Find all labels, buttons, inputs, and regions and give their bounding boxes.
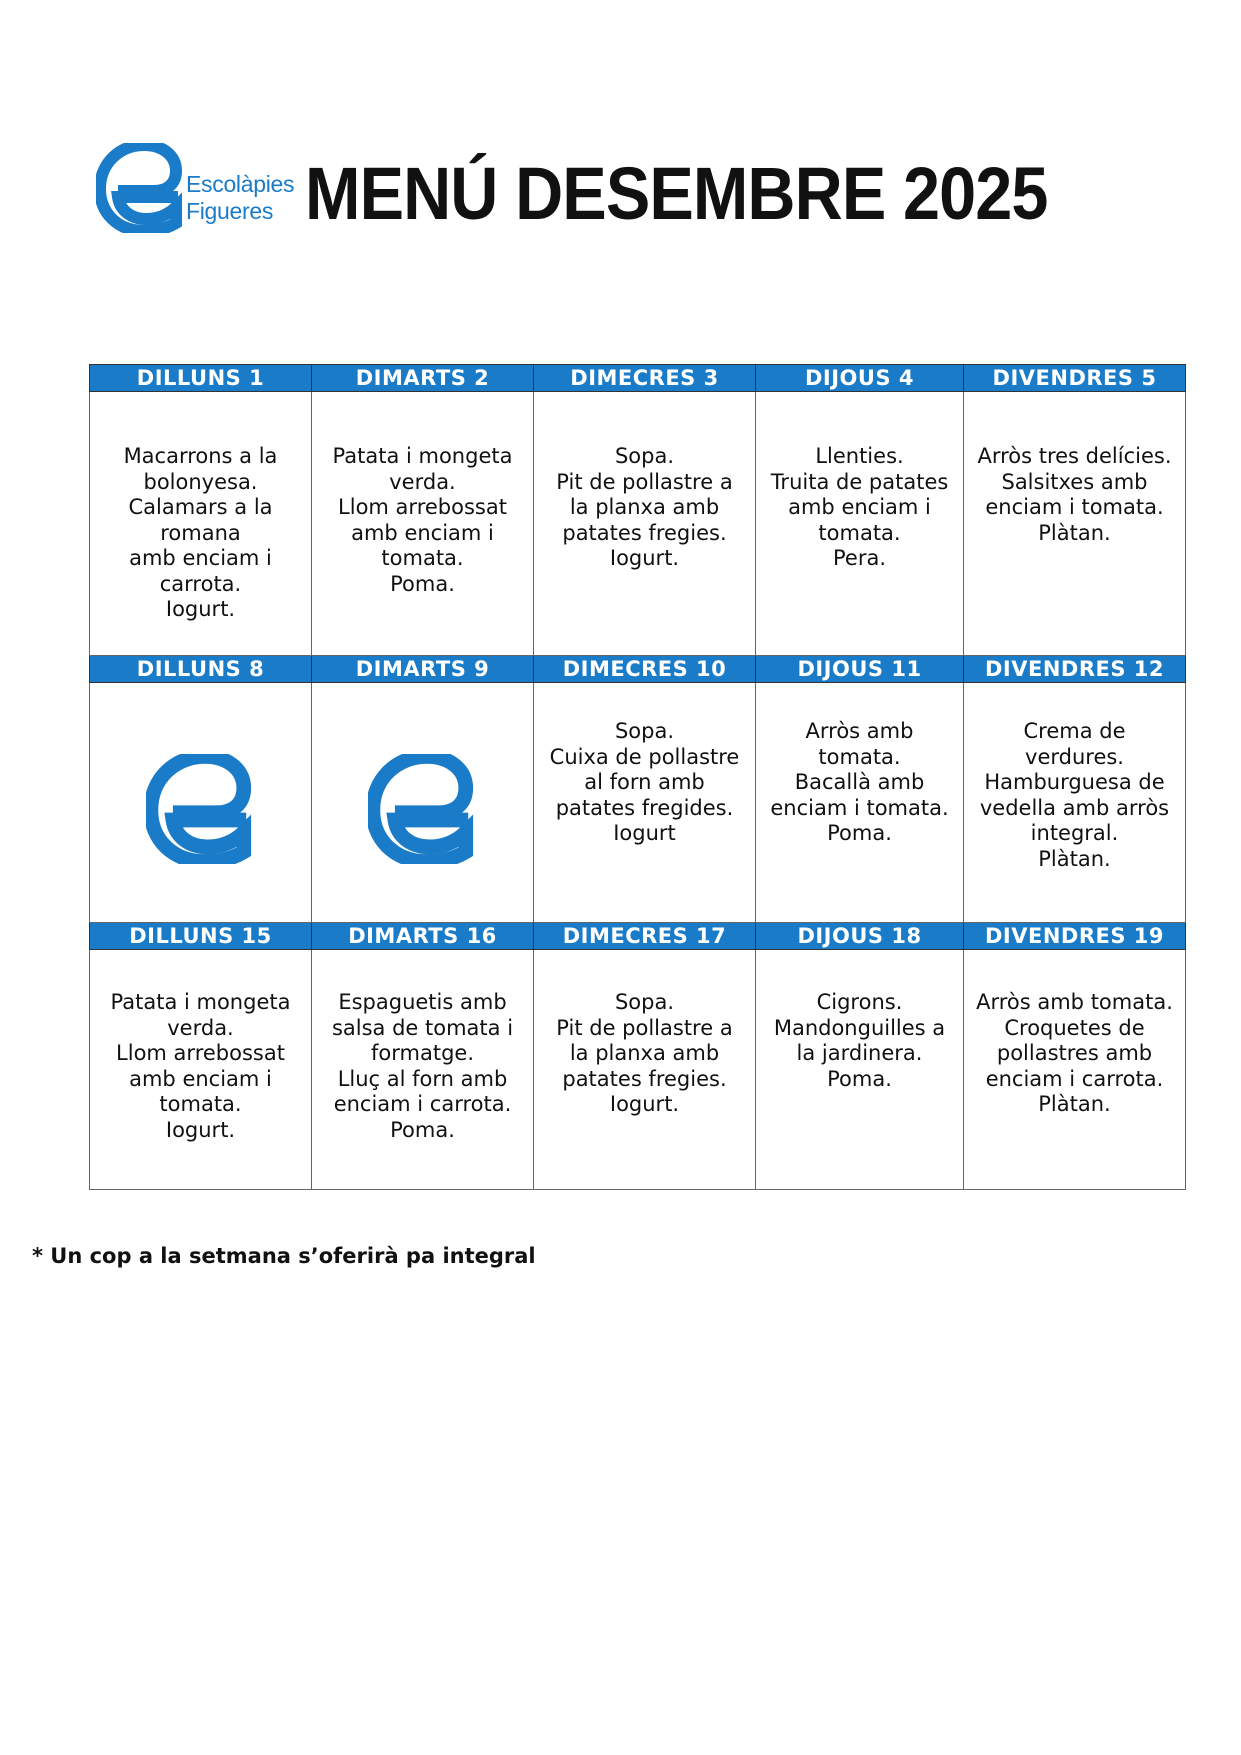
logo-name-line1: Escolàpies xyxy=(186,171,295,197)
day-header: DIJOUS 4 xyxy=(756,365,964,392)
week-menu-row xyxy=(90,683,1186,923)
menu-text: Sopa. Cuixa de pollastre al forn amb patates fregides. Iogurt xyxy=(549,719,740,845)
week-header-row xyxy=(90,365,1186,392)
menu-cell xyxy=(534,683,756,923)
week-header-row xyxy=(90,656,1186,683)
menu-calendar xyxy=(89,364,1186,1190)
week-header-row xyxy=(90,923,1186,950)
menu-cell xyxy=(964,950,1186,1190)
menu-cell xyxy=(534,392,756,656)
menu-cell-holiday xyxy=(90,683,312,923)
escolapies-logo-icon xyxy=(146,754,256,864)
menu-cell xyxy=(534,950,756,1190)
menu-cell xyxy=(312,392,534,656)
menu-text: Llenties. Truita de patates amb enciam i tomata. Pera. xyxy=(770,444,949,570)
week-menu-row xyxy=(90,950,1186,1190)
day-header: DIMARTS 9 xyxy=(312,656,534,683)
logo-name-line2: Figueres xyxy=(186,198,274,224)
menu-cell xyxy=(90,950,312,1190)
menu-text: Arròs amb tomata. Bacallà amb enciam i tomata. Poma. xyxy=(770,719,949,845)
menu-cell xyxy=(90,392,312,656)
footer-note: * Un cop a la setmana s’oferirà pa integral xyxy=(32,1244,536,1268)
day-header: DIMECRES 10 xyxy=(534,656,756,683)
menu-text: Macarrons a la bolonyesa. Calamars a la romana amb enciam i carrota. Iogurt. xyxy=(123,444,278,621)
menu-text: Patata i mongeta verda. Llom arrebossat amb enciam i tomata. Poma. xyxy=(332,444,513,596)
day-header: DIMARTS 2 xyxy=(312,365,534,392)
day-header: DIMECRES 17 xyxy=(534,923,756,950)
menu-text: Crema de verdures. Hamburguesa de vedella amb arròs integral. Plàtan. xyxy=(979,719,1170,871)
menu-text: Arròs amb tomata. Croquetes de pollastres amb enciam i carrota. Plàtan. xyxy=(976,990,1173,1116)
menu-cell xyxy=(312,950,534,1190)
menu-cell xyxy=(964,683,1186,923)
menu-cell xyxy=(964,392,1186,656)
day-header: DILLUNS 1 xyxy=(90,365,312,392)
menu-cell xyxy=(756,683,964,923)
menu-text: Espaguetis amb salsa de tomata i formatge. Lluç al forn amb enciam i carrota. Poma. xyxy=(331,990,514,1142)
day-header: DIVENDRES 19 xyxy=(964,923,1186,950)
day-header: DIVENDRES 5 xyxy=(964,365,1186,392)
page-header xyxy=(0,0,1241,260)
day-header: DIMECRES 3 xyxy=(534,365,756,392)
day-header: DILLUNS 8 xyxy=(90,656,312,683)
day-header: DIJOUS 18 xyxy=(756,923,964,950)
page-title: MENÚ DESEMBRE 2025 xyxy=(305,152,1048,235)
menu-text: Sopa. Pit de pollastre a la planxa amb patates fregies. Iogurt. xyxy=(556,444,733,570)
menu-text: Sopa. Pit de pollastre a la planxa amb patates fregies. Iogurt. xyxy=(556,990,733,1116)
escolapies-logo xyxy=(96,143,296,233)
menu-cell xyxy=(756,950,964,1190)
day-header: DILLUNS 15 xyxy=(90,923,312,950)
escolapies-logo-icon xyxy=(368,754,478,864)
menu-cell-holiday xyxy=(312,683,534,923)
menu-text: Arròs tres delícies. Salsitxes amb enciam i tomata. Plàtan. xyxy=(977,444,1172,545)
week-menu-row xyxy=(90,392,1186,656)
day-header: DIMARTS 16 xyxy=(312,923,534,950)
day-header: DIJOUS 11 xyxy=(756,656,964,683)
menu-cell xyxy=(756,392,964,656)
escolapies-logo-icon xyxy=(96,143,186,233)
menu-text: Cigrons. Mandonguilles a la jardinera. Poma. xyxy=(773,990,946,1091)
day-header: DIVENDRES 12 xyxy=(964,656,1186,683)
menu-text: Patata i mongeta verda. Llom arrebossat amb enciam i tomata. Iogurt. xyxy=(110,990,291,1142)
